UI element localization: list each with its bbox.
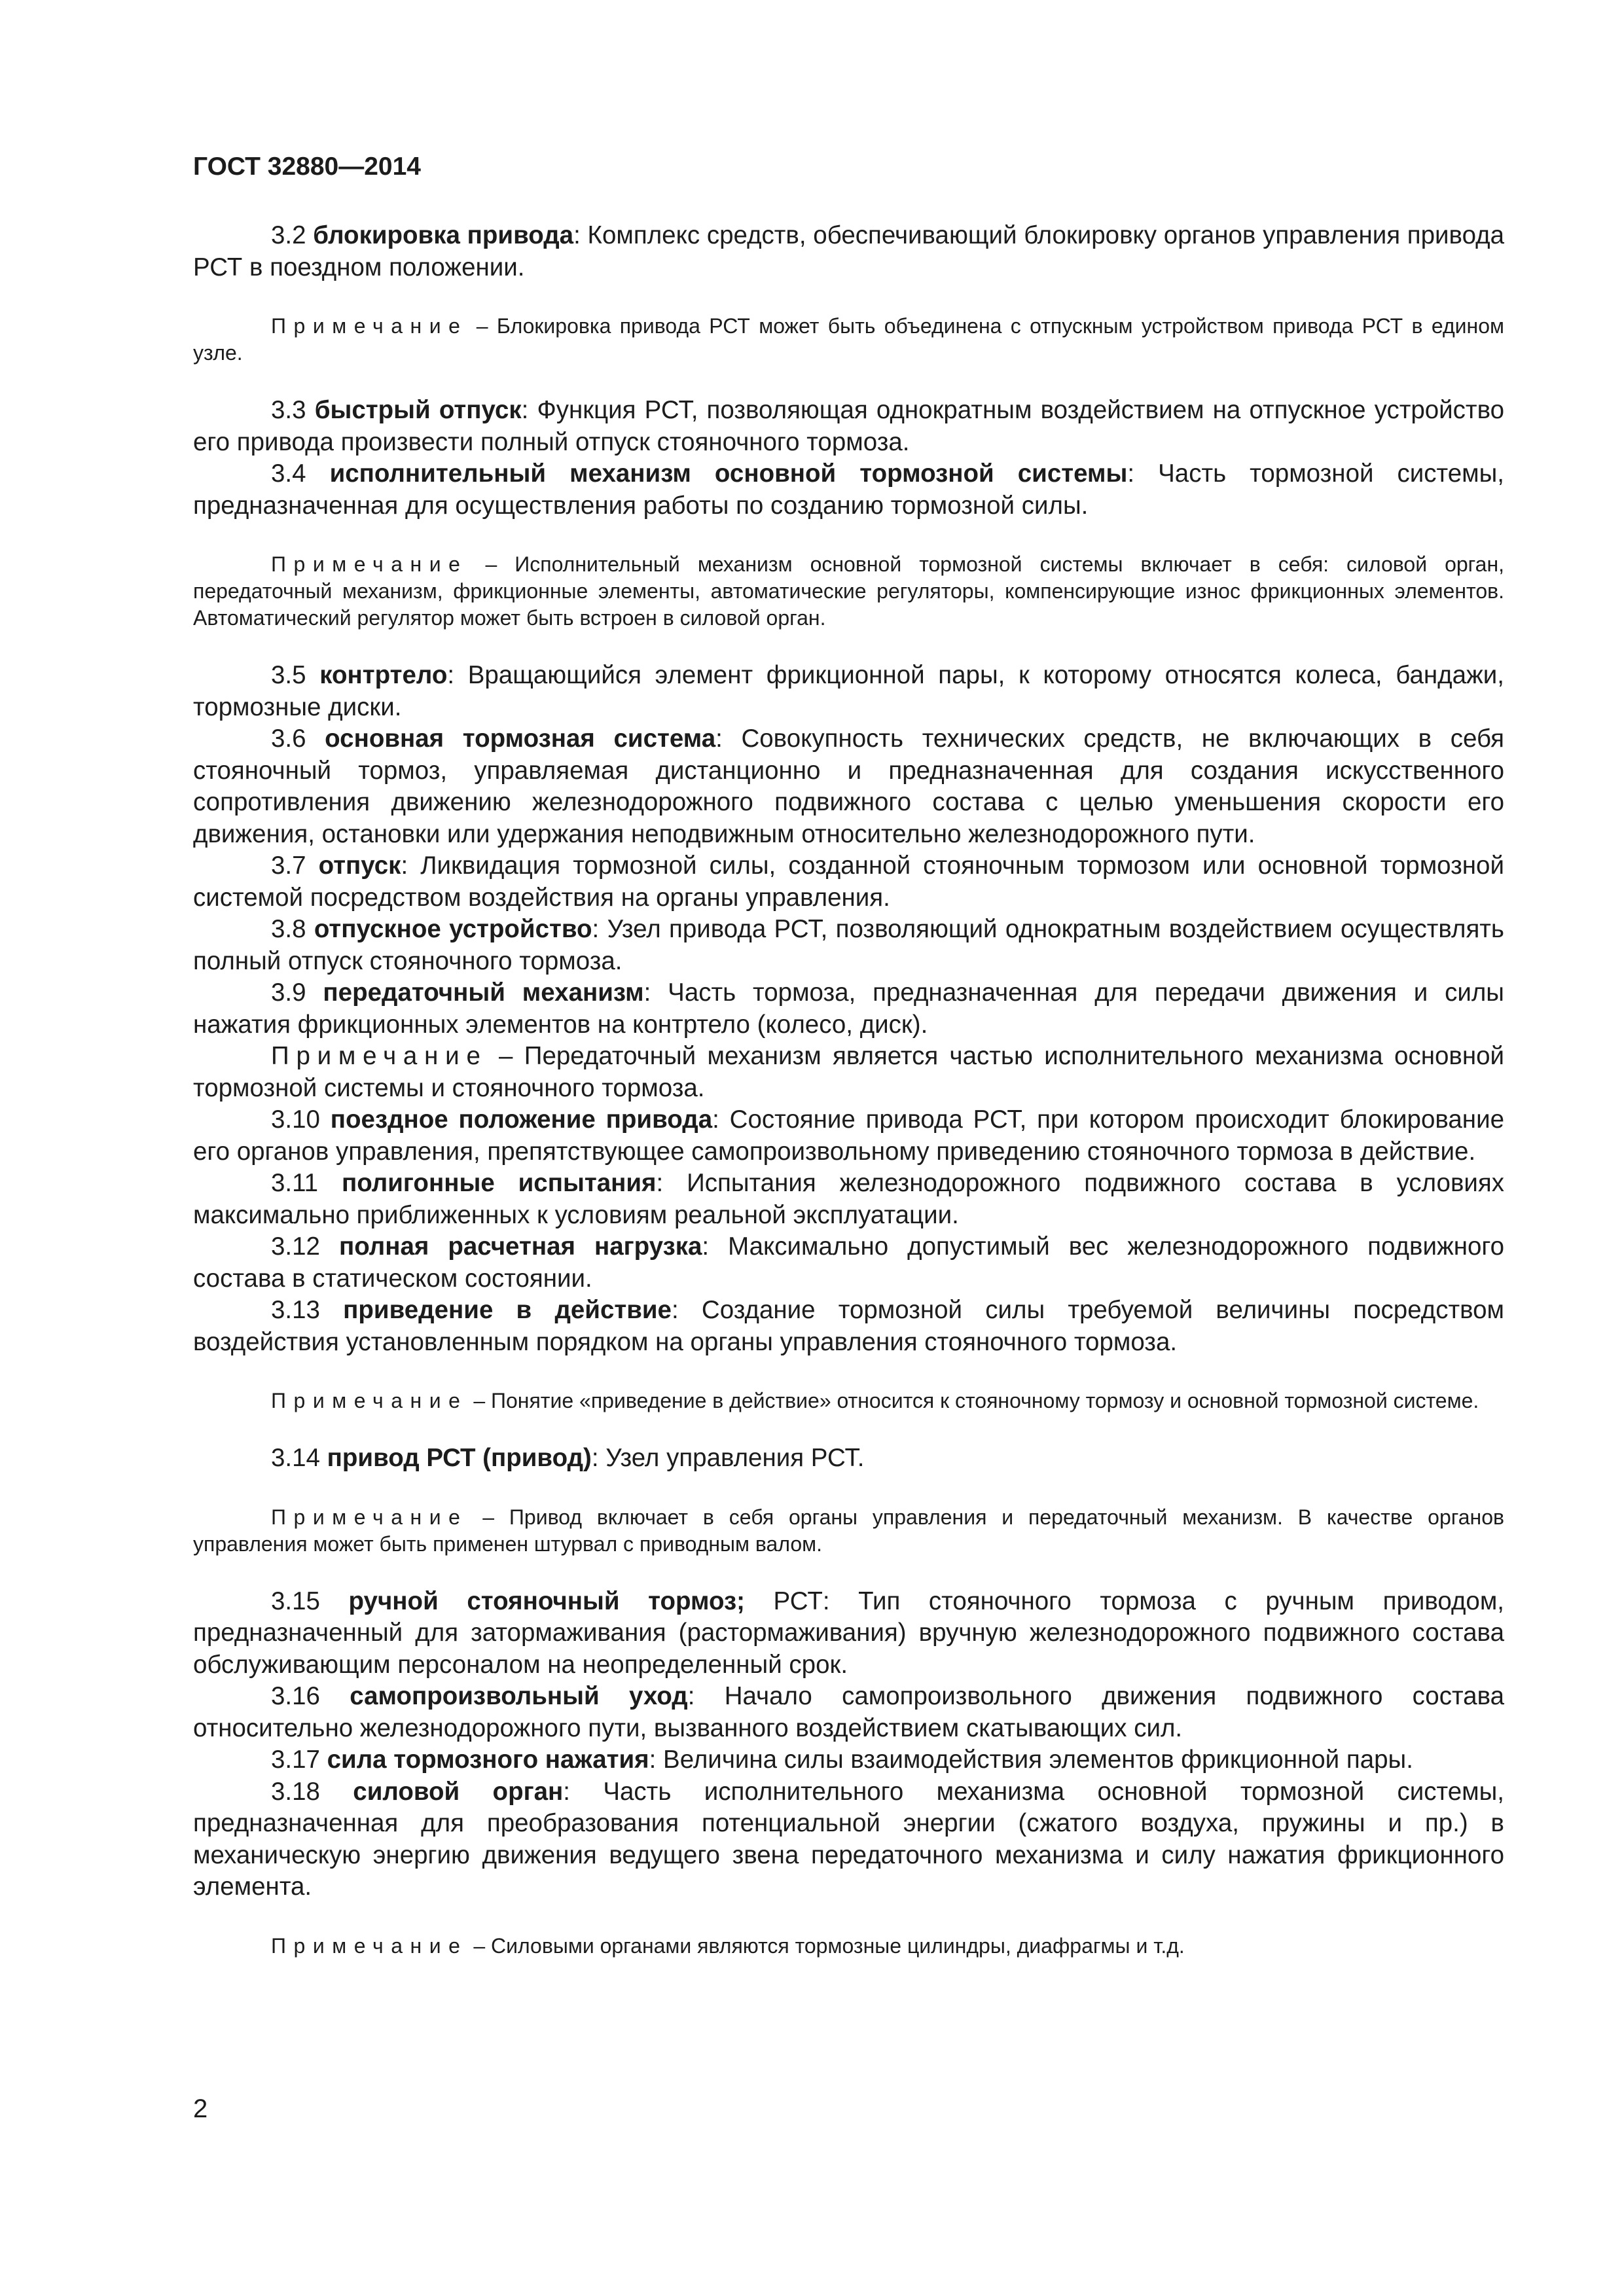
term-name: самопроизвольный уход bbox=[350, 1682, 688, 1710]
term-name: полигонные испытания bbox=[341, 1169, 657, 1197]
term-paragraph bbox=[193, 660, 1504, 723]
term-paragraph bbox=[193, 220, 1504, 283]
term-separator: : bbox=[592, 915, 600, 943]
note-paragraph bbox=[193, 1933, 1504, 1960]
term-separator: : bbox=[715, 725, 723, 753]
term-paragraph bbox=[193, 458, 1504, 522]
term-name: отпускное устройство bbox=[314, 915, 592, 943]
term-definition: Часть тормозной системы, предназначенная для осуществления работы по созданию тормозной силы. bbox=[193, 459, 1504, 520]
term-number: 3.12 bbox=[271, 1232, 320, 1261]
term-name: блокировка привода bbox=[313, 221, 574, 249]
note-label: Примечание bbox=[271, 1505, 468, 1529]
term-definition: Узел привода РСТ, позволяющий однократным воздействием осуществлять полный отпуск стояночного тормоза. bbox=[193, 915, 1504, 975]
term-definition: Часть исполнительного механизма основной тормозной системы, предназначенная для преобразования потенциальной энергии (сжатого воздуха, пружины и пр.) в механическую энергию движения ведущего звена передаточного механизма и силу нажатия фрикционного элемента. bbox=[193, 1777, 1504, 1901]
document-body bbox=[193, 220, 1504, 1960]
term-definition: Вращающийся элемент фрикционной пары, к которому относятся колеса, бандажи, тормозные диски. bbox=[193, 661, 1504, 721]
term-definition: Комплекс средств, обеспечивающий блокировку органов управления привода РСТ в поездном положении. bbox=[193, 221, 1505, 281]
document-page bbox=[193, 151, 1504, 1960]
term-separator: : bbox=[649, 1746, 657, 1774]
term-number: 3.5 bbox=[271, 661, 306, 689]
note-text: – Силовыми органами являются тормозные цилиндры, диафрагмы и т.д. bbox=[473, 1933, 1185, 1958]
note-paragraph bbox=[193, 1504, 1504, 1558]
note-text: – Привод включает в себя органы управления и передаточный механизм. В качестве органов управления может быть применен штурвал с приводным валом. bbox=[193, 1505, 1505, 1556]
term-name: сила тормозного нажатия bbox=[327, 1746, 649, 1774]
term-separator: : bbox=[671, 1296, 679, 1324]
term-separator: : bbox=[712, 1105, 719, 1134]
term-paragraph bbox=[193, 1443, 1504, 1475]
term-number: 3.11 bbox=[271, 1169, 319, 1197]
term-definition: Функция РСТ, позволяющая однократным воздействием на отпускное устройство его привода произвести полный отпуск стояночного тормоза. bbox=[193, 396, 1504, 456]
term-paragraph bbox=[193, 723, 1504, 850]
term-separator: : bbox=[447, 661, 455, 689]
term-number: 3.10 bbox=[271, 1105, 320, 1134]
term-number: 3.2 bbox=[271, 221, 306, 249]
term-paragraph bbox=[193, 914, 1504, 977]
term-name: силовой орган bbox=[353, 1777, 564, 1806]
term-definition: Ликвидация тормозной силы, созданной стояночным тормозом или основной тормозной системой посредством воздействия на органы управления. bbox=[193, 852, 1504, 912]
term-number: 3.8 bbox=[271, 915, 306, 943]
term-separator: : bbox=[702, 1232, 710, 1261]
term-paragraph bbox=[193, 1744, 1504, 1776]
term-paragraph bbox=[193, 1776, 1504, 1903]
note-text: – Блокировка привода РСТ может быть объединена с отпускным устройством привода РСТ в едином узле. bbox=[193, 314, 1505, 365]
term-separator: : bbox=[1127, 459, 1135, 488]
term-paragraph bbox=[193, 1168, 1504, 1231]
note-paragraph bbox=[193, 551, 1504, 632]
term-number: 3.3 bbox=[271, 396, 306, 424]
note-text: – Понятие «приведение в действие» относится к стояночному тормозу и основной тормозной системе. bbox=[473, 1389, 1479, 1412]
note-text: – Передаточный механизм является частью исполнительного механизма основной тормозной системы и стояночного тормоза. bbox=[193, 1042, 1504, 1102]
term-number: 3.17 bbox=[271, 1746, 320, 1774]
term-name: привод РСТ (привод) bbox=[327, 1444, 592, 1472]
term-number: 3.6 bbox=[271, 725, 306, 753]
term-definition: РСТ: Тип стояночного тормоза с ручным приводом, предназначенный для затормаживания (растормаживания) вручную железнодорожного подвижного состава обслуживающим персоналом на неопределенный срок. bbox=[193, 1587, 1505, 1679]
term-number: 3.13 bbox=[271, 1296, 320, 1324]
note-paragraph bbox=[193, 313, 1504, 367]
term-number: 3.9 bbox=[271, 978, 306, 1007]
term-separator: : bbox=[573, 221, 581, 249]
term-paragraph bbox=[193, 395, 1504, 458]
term-definition: Начало самопроизвольного движения подвижного состава относительно железнодорожного пути, вызванного воздействием скатывающих сил. bbox=[193, 1682, 1505, 1742]
term-paragraph bbox=[193, 1231, 1504, 1295]
term-paragraph bbox=[193, 1104, 1504, 1168]
term-number: 3.4 bbox=[271, 459, 306, 488]
term-separator: : bbox=[521, 396, 529, 424]
term-name: передаточный механизм bbox=[323, 978, 644, 1007]
term-number: 3.14 bbox=[271, 1444, 320, 1472]
note-text: – Исполнительный механизм основной тормозной системы включает в себя: силовой орган, передаточный механизм, фрикционные элементы, автоматические регуляторы, компенсирующие износ фрикционных элементов. Автоматический регулятор может быть встроен в силовой орган. bbox=[193, 552, 1505, 630]
term-separator: : bbox=[656, 1169, 664, 1197]
term-name: ручной стояночный тормоз; bbox=[348, 1587, 745, 1615]
document-header: ГОСТ 32880—2014 bbox=[193, 152, 421, 181]
term-definition: Совокупность технических средств, не включающих в себя стояночный тормоз, управляемая дистанционно и предназначенная для создания искусственного сопротивления движению железнодорожного подвижного состава с целью уменьшения скорости его движения, остановки или удержания неподвижным относительно железнодорожного пути. bbox=[193, 725, 1505, 848]
term-name: основная тормозная система bbox=[325, 725, 716, 753]
note-label: Примечание bbox=[271, 552, 468, 576]
term-definition: Состояние привода РСТ, при котором происходит блокирование его органов управления, препятствующее самопроизвольному приведению стояночного тормоза в действие. bbox=[193, 1105, 1504, 1166]
term-definition: Испытания железнодорожного подвижного состава в условиях максимально приближенных к условиям реальной эксплуатации. bbox=[193, 1169, 1504, 1229]
term-paragraph bbox=[193, 977, 1504, 1041]
term-paragraph bbox=[193, 1586, 1504, 1681]
term-separator: : bbox=[687, 1682, 695, 1710]
term-definition: Величина силы взаимодействия элементов фрикционной пары. bbox=[663, 1746, 1413, 1774]
term-number: 3.16 bbox=[271, 1682, 320, 1710]
term-separator: : bbox=[591, 1444, 599, 1472]
term-name: приведение в действие bbox=[343, 1296, 672, 1324]
term-paragraph bbox=[193, 1681, 1504, 1744]
term-name: исполнительный механизм основной тормозной системы bbox=[329, 459, 1128, 488]
term-name: поездное положение привода bbox=[330, 1105, 713, 1134]
note-label: Примечание bbox=[271, 1933, 468, 1958]
term-separator: : bbox=[401, 852, 408, 880]
note-label: Примечание bbox=[271, 1042, 488, 1070]
term-name: отпуск bbox=[318, 852, 401, 880]
note-label: Примечание bbox=[271, 1389, 468, 1412]
term-definition: Максимально допустимый вес железнодорожного подвижного состава в статическом состоянии. bbox=[193, 1232, 1504, 1293]
term-number: 3.15 bbox=[271, 1587, 320, 1615]
term-name: быстрый отпуск bbox=[314, 396, 522, 424]
note-paragraph bbox=[193, 1388, 1504, 1414]
term-name: полная расчетная нагрузка bbox=[338, 1232, 702, 1261]
term-separator: : bbox=[563, 1777, 570, 1806]
term-paragraph bbox=[193, 850, 1504, 914]
term-paragraph bbox=[193, 1295, 1504, 1358]
note-label: Примечание bbox=[271, 314, 468, 338]
page-number: 2 bbox=[193, 2094, 208, 2123]
term-definition: Часть тормоза, предназначенная для передачи движения и силы нажатия фрикционных элементов на контртело (колесо, диск). bbox=[193, 978, 1504, 1039]
term-definition: Узел управления РСТ. bbox=[605, 1444, 865, 1472]
term-separator: : bbox=[643, 978, 651, 1007]
term-definition: Создание тормозной силы требуемой величины посредством воздействия установленным порядком на органы управления стояночного тормоза. bbox=[193, 1296, 1505, 1356]
term-number: 3.18 bbox=[271, 1777, 320, 1806]
term-name: контртело bbox=[319, 661, 448, 689]
inline-note-paragraph bbox=[193, 1041, 1504, 1104]
term-number: 3.7 bbox=[271, 852, 306, 880]
